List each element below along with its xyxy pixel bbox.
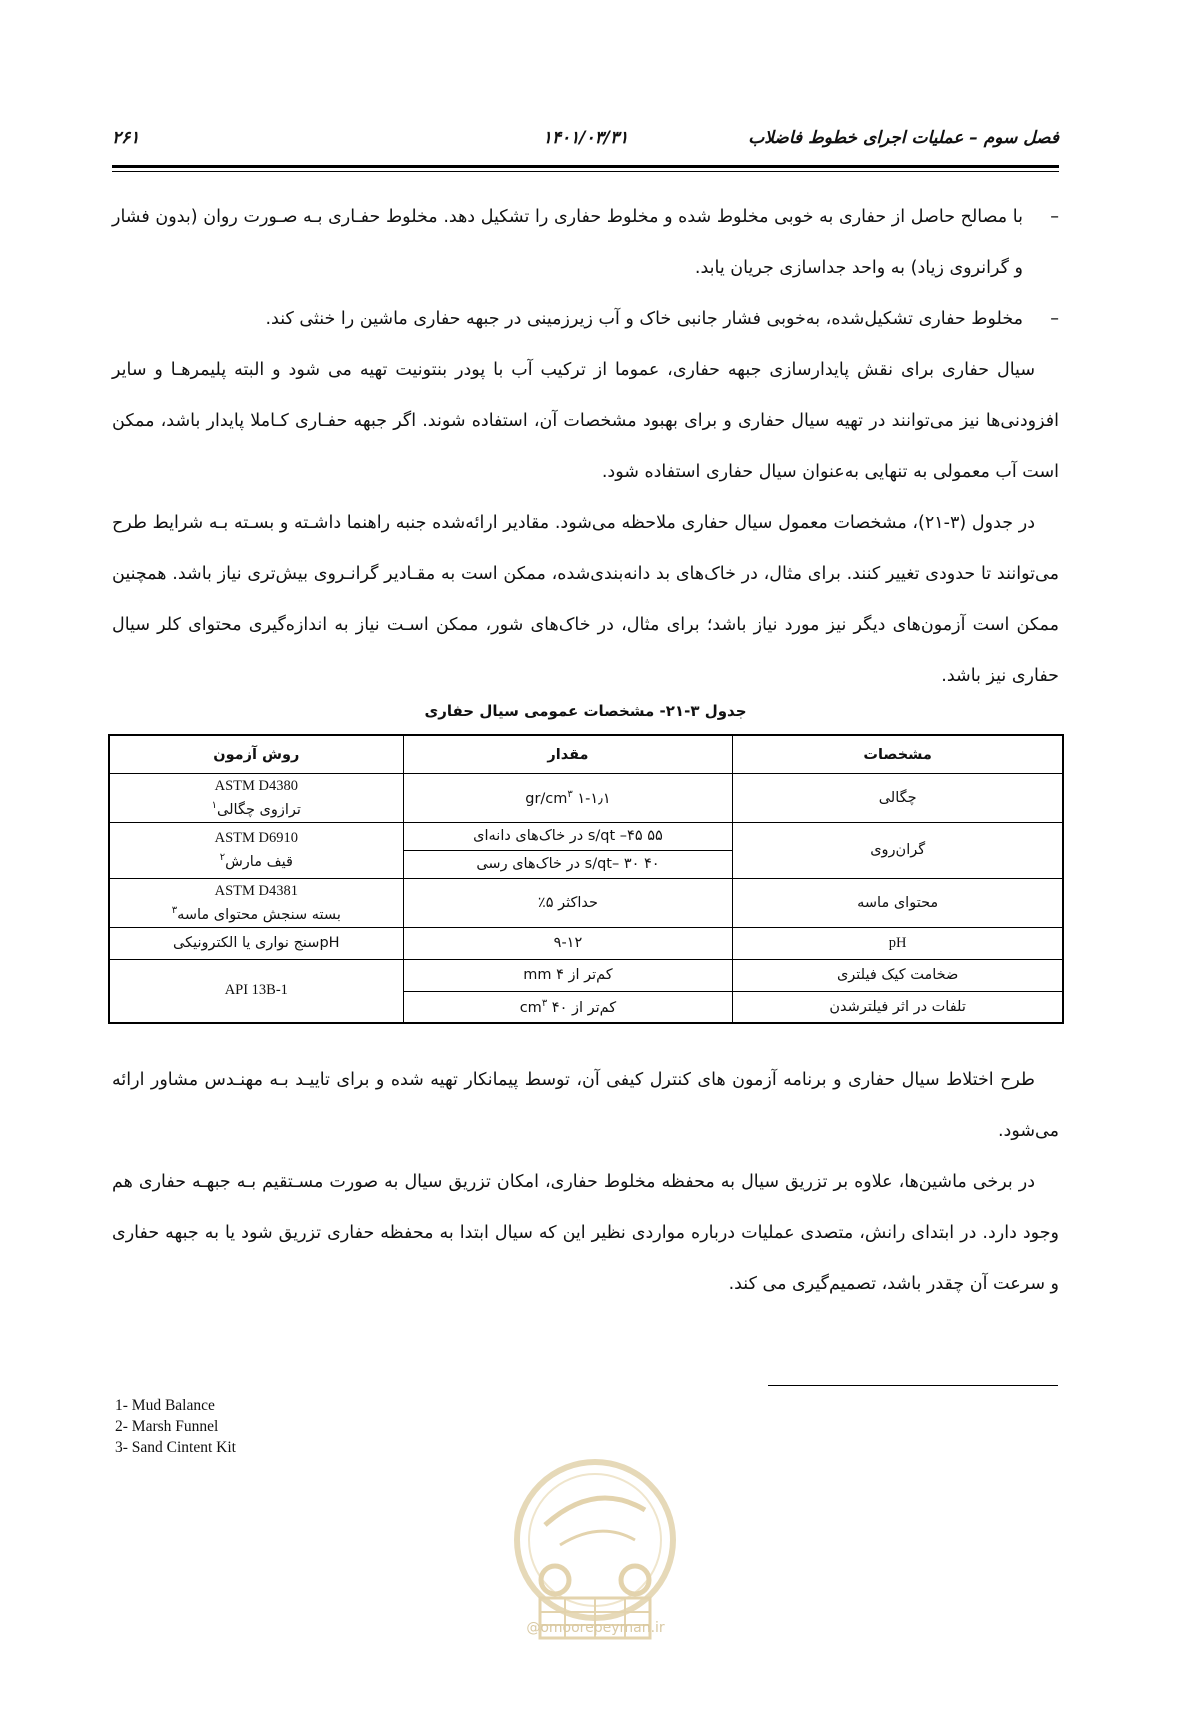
paragraph: سیال حفاری برای نقش پایدارسازی جبهه حفاری، عموما از ترکیب آب با پودر بنتونیت تهیه می شود و البته پلیمرهـا و سایر افزودنی‌ها نیز می‌توانند در تهیه سیال حفاری و برای بهبود مشخصات آن، استفاده شوند. اگر جبهه حفـاری کـاملا پایدار باشد، ممکن است آب معمولی به تنهایی به‌عنوان سیال حفاری استفاده شود. xyxy=(112,360,1059,482)
paragraph: در جدول (۳-۲۱)، مشخصات معمول سیال حفاری ملاحظه می‌شود. مقادیر ارائه‌شده جنبه راهنما داشـته و بسـته بـه شرایط طرح می‌توانند تا حدودی تغییر کنند. برای مثال، در خاک‌های بد دانه‌بندی‌شده، ممکن است به مقـادیر گرانـروی بیش‌تری نیاز باشد. همچنین ممکن است آزمون‌های دیگر نیز مورد نیاز باشد؛ برای مثال، در خاک‌های شور، ممکن اسـت نیاز به اندازه‌گیری محتوای کلر سیال حفاری نیز باشد. xyxy=(112,513,1059,686)
footnote: 1- Mud Balance xyxy=(115,1397,215,1414)
chapter-title: فصل سوم – عملیات اجرای خطوط فاضلاب xyxy=(748,128,1059,148)
footnotes xyxy=(115,1395,236,1458)
paragraph: طرح اختلاط سیال حفاری و برنامه آزمون های کنترل کیفی آن، توسط پیمانکار تهیه شده و برای تاییـد بـه مهنـدس مشاور ارائه می‌شود. xyxy=(112,1070,1059,1141)
header-spec: مشخصات xyxy=(733,735,1063,774)
watermark-logo-icon xyxy=(505,1440,685,1710)
bullet-item: – مخلوط حفاری تشکیل‌شده، به‌خوبی فشار جانبی خاک و آب زیرزمینی در جبهه حفاری ماشین را خنثی کند. xyxy=(265,309,1059,329)
paragraph: در برخی ماشین‌ها، علاوه بر تزریق سیال به محفظه مخلوط حفاری، امکان تزریق سیال به صورت مسـتقیم بـه جبهـه حفاری هم وجود دارد. در ابتدای رانش، متصدی عملیات درباره مواردی نظیر این که سیال ابتدا به محفظه حفاری تزریق شود یا به جبهه حفاری و سرعت آن چقدر باشد، تصمیم‌گیری می کند. xyxy=(112,1172,1059,1294)
body-lower xyxy=(112,1055,1059,1310)
cell-amount: کم‌تر از $cm^۳$ ۴۰ xyxy=(403,991,733,1023)
bullet-item: – با مصالح حاصل از حفاری به خوبی مخلوط شده و مخلوط حفاری را تشکیل دهد. مخلوط حفـاری بـه صـورت روان (بدون فشار و گرانروی زیاد) به واحد جداسازی جریان یابد. xyxy=(112,207,1059,278)
cell-amount: ۹-۱۲ xyxy=(403,927,733,959)
table-row xyxy=(109,774,1063,823)
table-row xyxy=(109,959,1063,991)
page-number: ۲۶۱ xyxy=(112,128,140,148)
header-method: روش آزمون xyxy=(109,735,403,774)
cell-method: API 13B-1 xyxy=(109,959,403,1023)
watermark-site: @omoorepeyman.ir xyxy=(526,1620,665,1636)
cell-method: ASTM D4380 ترازوی چگالی$^۱$ xyxy=(109,774,403,823)
spec-table xyxy=(108,734,1064,1024)
cell-spec: گران‌روی xyxy=(733,822,1063,878)
footnote-rule xyxy=(768,1385,1058,1386)
cell-spec: چگالی xyxy=(733,774,1063,823)
header-rule-thick xyxy=(112,165,1059,168)
cell-amount: کم‌تر از mm ۴ xyxy=(403,959,733,991)
footnote: 2- Marsh Funnel xyxy=(115,1418,219,1435)
header-amount: مقدار xyxy=(403,735,733,774)
table-row xyxy=(109,822,1063,850)
table-header-row xyxy=(109,735,1063,774)
cell-spec: تلفات در اثر فیلترشدن xyxy=(733,991,1063,1023)
cell-spec: pH xyxy=(733,927,1063,959)
table-row xyxy=(109,878,1063,927)
cell-amount: ۱-۱٫۱ $gr/cm^۳$ xyxy=(403,774,733,823)
table-row xyxy=(109,927,1063,959)
cell-spec: محتوای ماسه xyxy=(733,878,1063,927)
cell-spec: ضخامت کیک فیلتری xyxy=(733,959,1063,991)
body-upper xyxy=(112,192,1059,702)
table-caption: جدول ۳-۲۱- مشخصات عمومی سیال حفاری xyxy=(424,702,747,720)
cell-amount: حداکثر ۵٪ xyxy=(403,878,733,927)
header-rule-thin xyxy=(112,171,1059,172)
header-date: ۱۴۰۱/۰۳/۳۱ xyxy=(542,128,629,148)
cell-method: ASTM D6910 قیف مارش$^۲$ xyxy=(109,822,403,878)
cell-amount: ۴۰ s/qt– ۳۰ در خاک‌های رسی xyxy=(403,850,733,878)
cell-method: pHسنج نواری یا الکترونیکی xyxy=(109,927,403,959)
footnote: 3- Sand Cintent Kit xyxy=(115,1439,236,1456)
page-header xyxy=(112,128,1059,154)
cell-method: ASTM D4381 بسته سنجش محتوای ماسه$^۳$ xyxy=(109,878,403,927)
cell-amount: ۵۵ s/qt –۴۵ در خاک‌های دانه‌ای xyxy=(403,822,733,850)
